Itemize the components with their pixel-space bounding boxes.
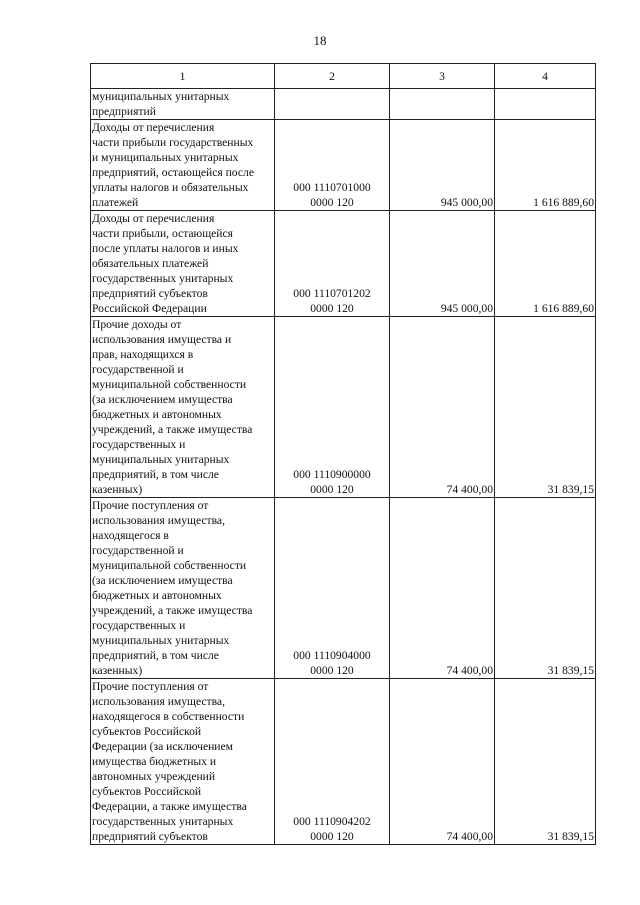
fact-amount-cell: 31 839,15	[495, 317, 596, 498]
plan-amount-cell: 74 400,00	[390, 679, 495, 845]
plan-amount-cell: 945 000,00	[390, 211, 495, 317]
revenue-table	[90, 63, 596, 845]
budget-code-cell: 000 1110900000 0000 120	[275, 317, 390, 498]
budget-code-cell	[275, 89, 390, 120]
table-row	[91, 317, 596, 498]
table-row	[91, 120, 596, 211]
plan-amount-cell: 74 400,00	[390, 317, 495, 498]
budget-code-cell: 000 1110904000 0000 120	[275, 498, 390, 679]
table-row	[91, 679, 596, 845]
income-name-cell: муниципальных унитарных предприятий	[91, 89, 275, 120]
budget-code-cell: 000 1110701000 0000 120	[275, 120, 390, 211]
income-name-cell: Доходы от перечисления части прибыли государственных и муниципальных унитарных предприятий, остающейся после уплаты налогов и обязательных платежей	[91, 120, 275, 211]
column-header: 4	[495, 64, 596, 89]
budget-code-cell: 000 1110701202 0000 120	[275, 211, 390, 317]
income-name-cell: Прочие доходы от использования имущества и прав, находящихся в государственной и муниципальной собственности (за исключением имущества бюджетных и автономных учреждений, а также имущества государственных и муниципальных унитарных предприятий, в том числе казенных)	[91, 317, 275, 498]
column-header: 3	[390, 64, 495, 89]
income-name-cell: Прочие поступления от использования имущества, находящегося в собственности субъектов Российской Федерации (за исключением имущества бюджетных и автономных учреждений субъектов Российской Федерации, а также имущества государственных унитарных предприятий субъектов	[91, 679, 275, 845]
table-row	[91, 89, 596, 120]
budget-code-cell: 000 1110904202 0000 120	[275, 679, 390, 845]
table-header-row	[91, 64, 596, 89]
column-header: 2	[275, 64, 390, 89]
table-row	[91, 211, 596, 317]
plan-amount-cell: 74 400,00	[390, 498, 495, 679]
fact-amount-cell: 31 839,15	[495, 498, 596, 679]
column-header: 1	[91, 64, 275, 89]
income-name-cell: Прочие поступления от использования имущества, находящегося в государственной и муниципальной собственности (за исключением имущества бюджетных и автономных учреждений, а также имущества государственных и муниципальных унитарных предприятий, в том числе казенных)	[91, 498, 275, 679]
fact-amount-cell: 1 616 889,60	[495, 120, 596, 211]
fact-amount-cell: 31 839,15	[495, 679, 596, 845]
plan-amount-cell	[390, 89, 495, 120]
page-number: 18	[313, 33, 327, 48]
plan-amount-cell: 945 000,00	[390, 120, 495, 211]
fact-amount-cell	[495, 89, 596, 120]
income-name-cell: Доходы от перечисления части прибыли, остающейся после уплаты налогов и иных обязательных платежей государственных унитарных предприятий субъектов Российской Федерации	[91, 211, 275, 317]
fact-amount-cell: 1 616 889,60	[495, 211, 596, 317]
table-row	[91, 498, 596, 679]
